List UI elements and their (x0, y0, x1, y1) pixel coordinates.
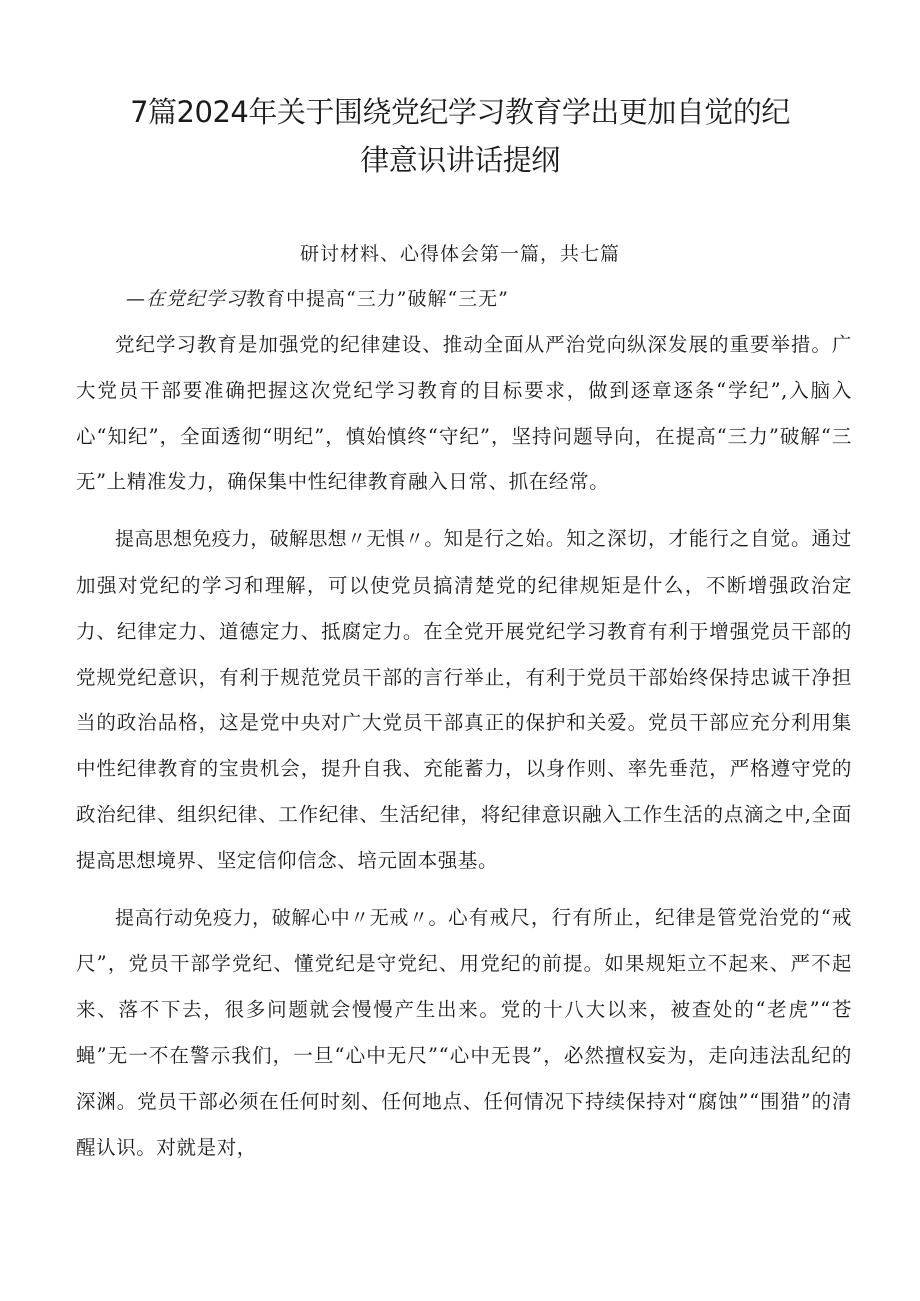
section-subheading (126, 285, 509, 313)
subheading-rest: 教育中提高“三力”破解“三无” (246, 288, 509, 310)
paragraph-1 (76, 322, 852, 505)
paragraph-2-text: 知是行之始。知之深切，才能行之自觉。通过加强对党纪的学习和理解，可以使党员搞清楚党的纪律规矩是什么，不断增强政治定力、纪律定力、道德定力、抵腐定力。在全党开展党纪学习教育有利于增强党员干部的党规党纪意识，有利于规范党员干部的言行举止，有利于党员干部始终保持忠诚干净担当的政治品格，这是党中央对广大党员干部真正的保护和关爱。党员干部应充分利用集中性纪律教育的宝贵机会，提升自我、充能蓄力，以身作则、率先垂范，严格遵守党的政治纪律、组织纪律、工作纪律、生活纪律，将纪律意识融入工作生活的点滴之中,全面提高思想境界、坚定信仰信念、培元固本强基。 (76, 527, 852, 872)
paragraph-2-lead: 提高思想免疫力，破解思想〃无惧〃。 (115, 528, 444, 551)
paragraph-3-text: 心有戒尺，行有所止，纪律是管党治党的“戒尺”，党员干部学党纪、懂党纪是守党纪、用党纪的前提。如果规矩立不起来、严不起来、落不下去，很多问题就会慢慢产生出来。党的十八大以来，被查处的“老虎”“苍蝇”无一不在警示我们，一旦“心中无尺”“心中无畏”，必然擅权妄为，走向违法乱纪的深渊。党员干部必须在任何时刻、任何地点、任何情况下持续保持对“腐蚀”“围猎”的清醒认识。对就是对， (76, 905, 852, 1159)
paragraph-3 (76, 895, 852, 1171)
document-body (76, 322, 852, 1181)
document-subtitle: 研讨材料、心得体会第一篇，共七篇 (299, 243, 620, 265)
paragraph-1-text: 党纪学习教育是加强党的纪律建设、推动全面从严治党向纵深发展的重要举措。广大党员干部要准确把握这次党纪学习教育的目标要求，做到逐章逐条“学纪”,入脑入心“知纪”，全面透彻“明纪”，慎始慎终“守纪”，坚持问题导向，在提高“三力”破解“三无”上精准发力，确保集中性纪律教育融入日常、抓在经常。 (76, 333, 852, 494)
title-line-1: 7篇2024年关于围绕党纪学习教育学出更加自觉的纪 (130, 95, 790, 129)
title-line-2: 律意识讲话提纲 (360, 143, 560, 177)
subheading-dash: — (126, 288, 146, 310)
paragraph-2 (76, 516, 852, 883)
document-title (100, 88, 820, 184)
subheading-italic-part: 在党纪学习 (146, 288, 247, 310)
paragraph-3-lead: 提高行动免疫力，破解心中〃无戒〃。 (115, 906, 449, 929)
